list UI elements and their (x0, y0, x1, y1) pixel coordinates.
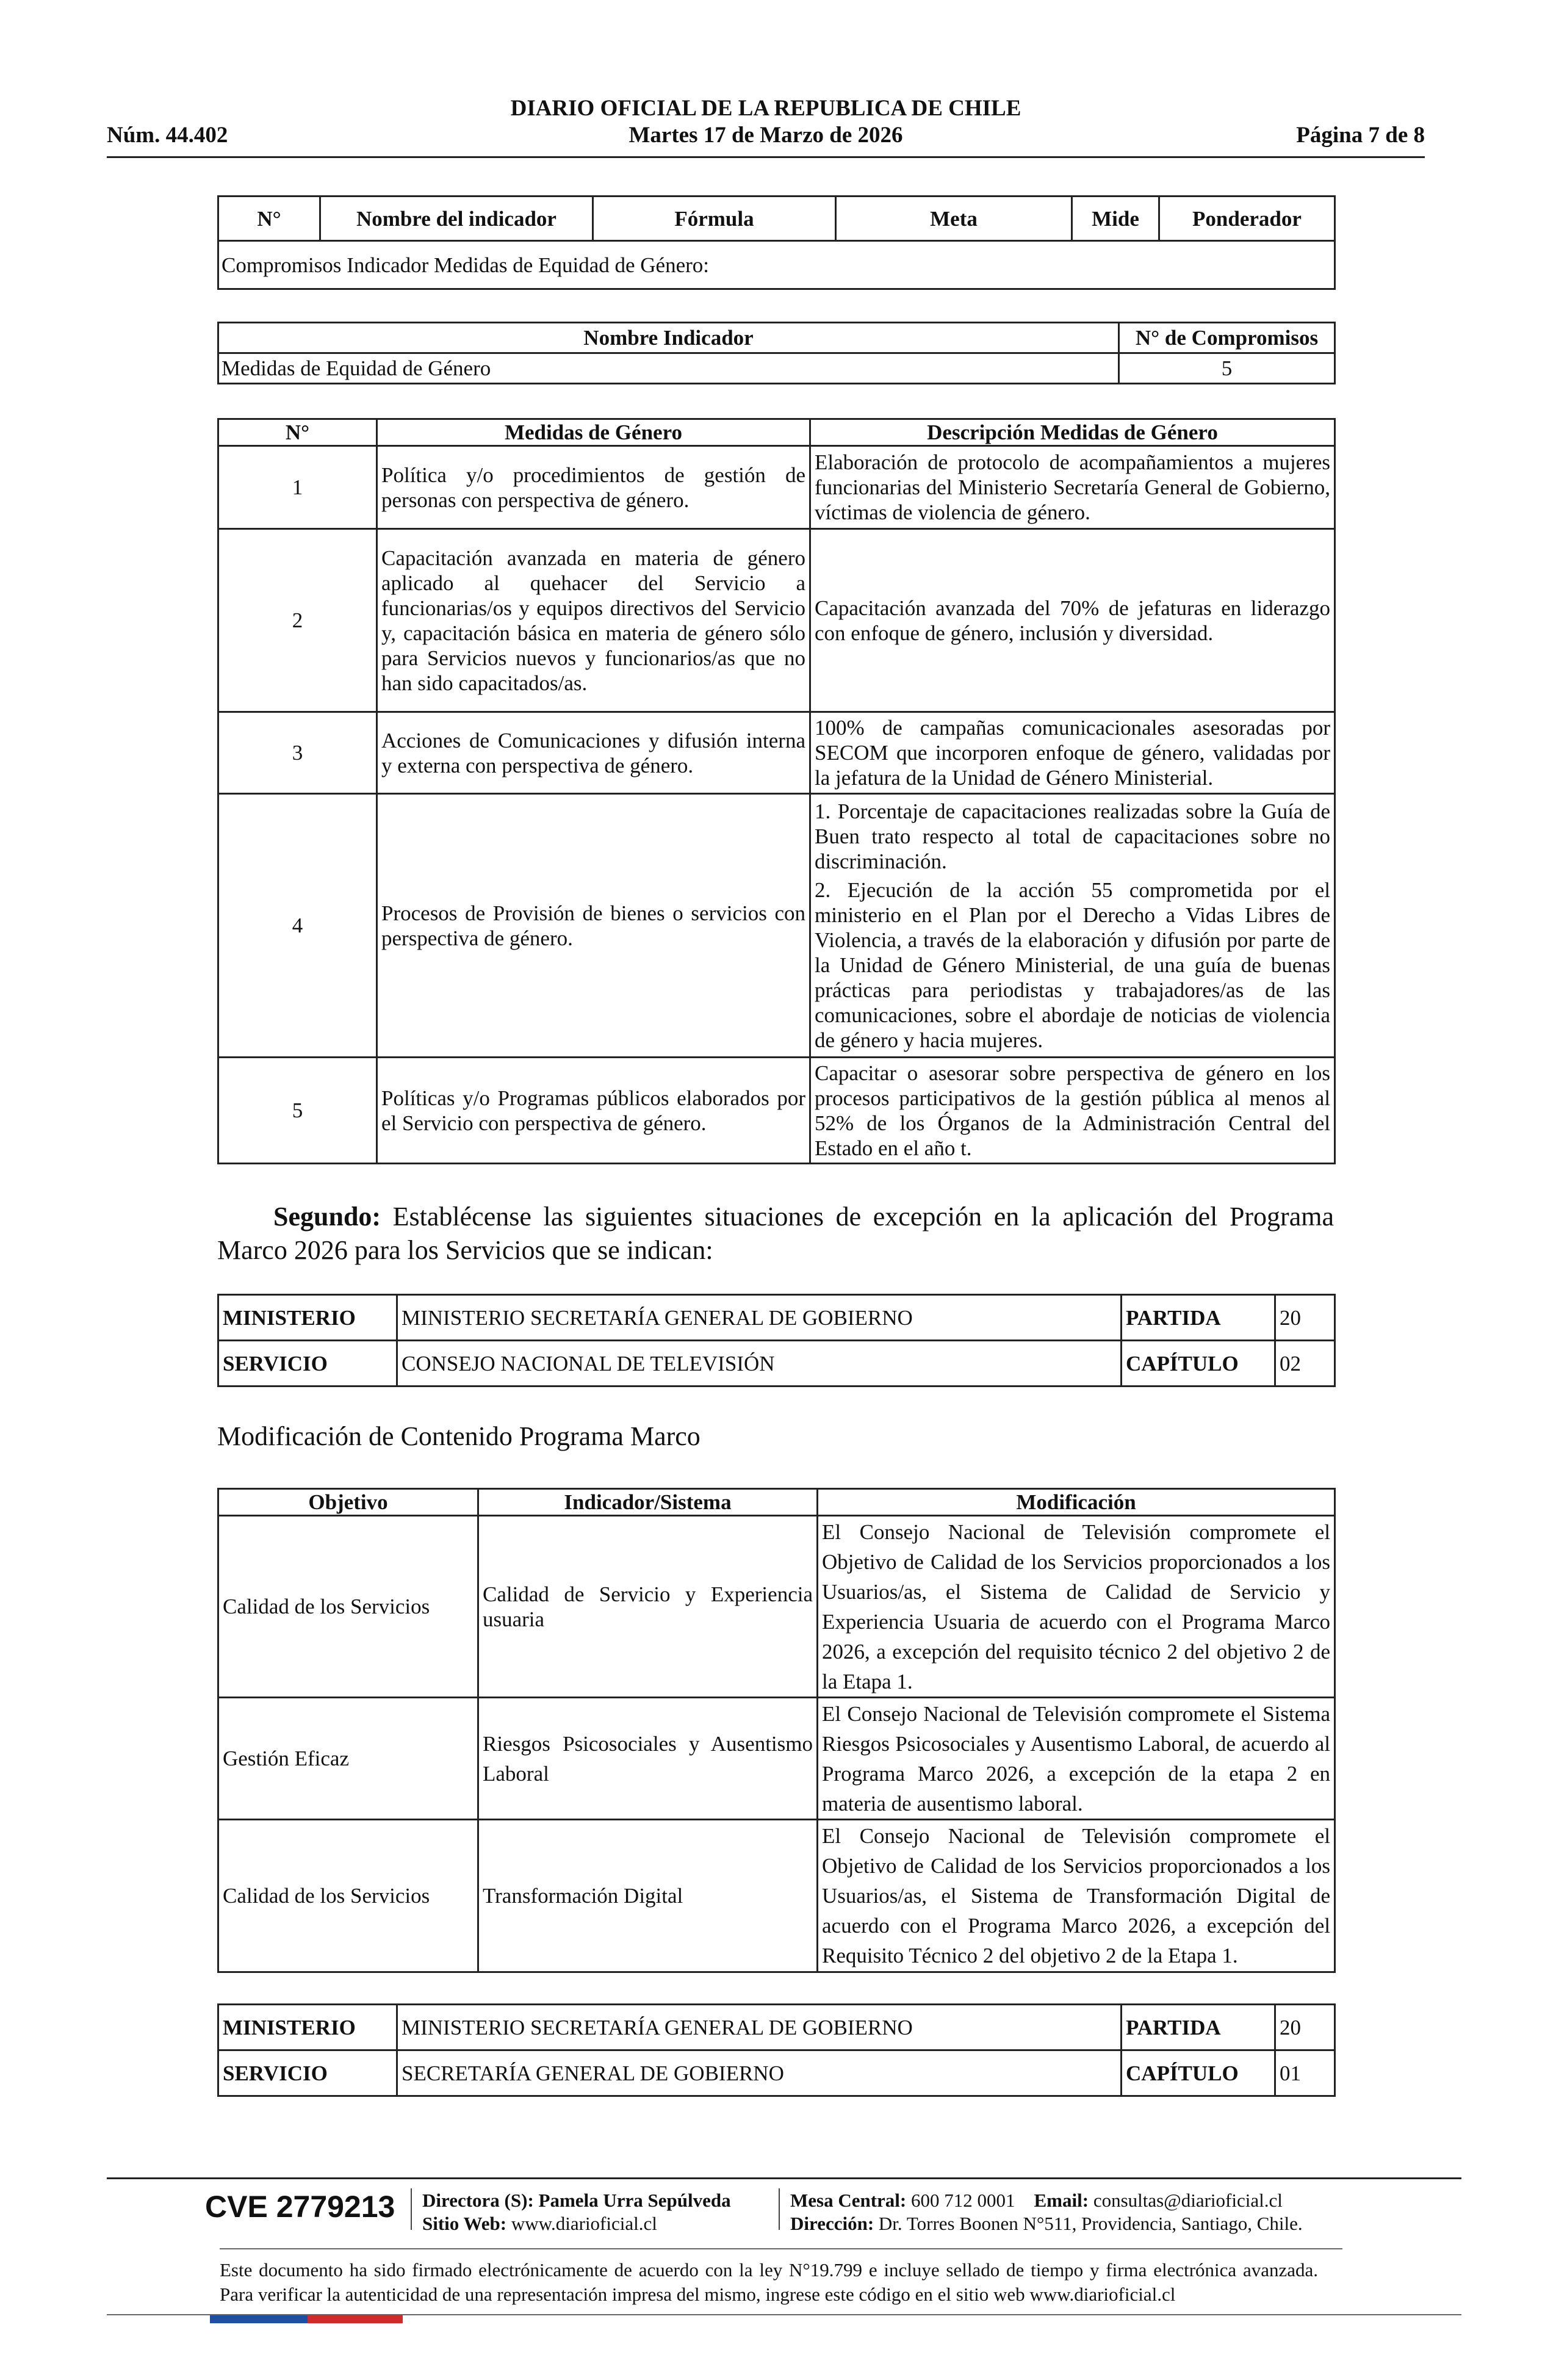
description-item: 1. Porcentaje de capacitaciones realizadas sobre la Guía de Buen trato respecto al total de capacitaciones sobre no discriminación. (815, 799, 1330, 873)
issue-number: Núm. 44.402 (107, 123, 228, 148)
description-text: 100% de campañas comunicacionales asesoradas por SECOM que incorporen enfoque de género, validadas por la jefatura de la Unidad de Género Ministerial. (810, 712, 1335, 794)
col-header-indicador: Indicador/Sistema (478, 1489, 818, 1516)
compromisos-label: Compromisos Indicador Medidas de Equidad de Género: (218, 241, 1335, 289)
modification-table (217, 1488, 1336, 1973)
col-header-n-compromisos: N° de Compromisos (1119, 323, 1335, 353)
measure-text: Acciones de Comunicaciones y difusión interna y externa con perspectiva de género. (377, 712, 810, 794)
capitulo-label: CAPÍTULO (1122, 2050, 1275, 2096)
mesa-phone: 600 712 0001 (911, 2190, 1015, 2211)
sitio-web-link[interactable]: www.diarioficial.cl (511, 2213, 657, 2234)
table-row (218, 1698, 1335, 1820)
description-cell (810, 794, 1335, 1058)
footer-divider (411, 2188, 412, 2230)
row-number: 3 (218, 712, 377, 794)
table-row (218, 529, 1335, 712)
segundo-text: Establécense las siguientes situaciones de excepción en la aplicación del Programa Marco 2026 para los Servicios que se indican: (217, 1202, 1334, 1265)
partida-label: PARTIDA (1122, 2005, 1275, 2050)
cve-code: CVE 2779213 (205, 2190, 395, 2224)
col-header-formula: Fórmula (593, 197, 836, 241)
description-item: 2. Ejecución de la acción 55 comprometida por el ministerio en el Plan por el Derecho a Vidas Libres de Violencia, a través de la elaboración y difusión por parte de la Unidad de Género Ministerial, de una guía de buenas prácticas para periodistas y trabajadores/as de las comunicaciones, sobre el abordaje de noticias de violencia de género y hacia mujeres. (815, 878, 1330, 1052)
row-number: 4 (218, 794, 377, 1058)
servicio-label: SERVICIO (218, 2050, 397, 2096)
col-header-objetivo: Objetivo (218, 1489, 478, 1516)
page-number: Página 7 de 8 (1296, 123, 1425, 148)
newspaper-title: DIARIO OFICIAL DE LA REPUBLICA DE CHILE (510, 96, 1021, 121)
direccion-value: Dr. Torres Boonen N°511, Providencia, Santiago, Chile. (878, 2213, 1303, 2234)
capitulo-value: 02 (1275, 1341, 1335, 1387)
service-block-2 (217, 2003, 1336, 2097)
footer-rule (107, 2177, 1461, 2179)
col-header-nombre-indicador: Nombre Indicador (218, 323, 1119, 353)
summary-compromisos-count: 5 (1119, 353, 1335, 384)
description-text: Capacitar o asesorar sobre perspectiva de género en los procesos participativos de la gestión pública al menos al 52% de los Órganos de la Administración Central del Estado en el año t. (810, 1058, 1335, 1164)
ministerio-value: MINISTERIO SECRETARÍA GENERAL DE GOBIERNO (397, 2005, 1122, 2050)
ministerio-label: MINISTERIO (218, 1295, 397, 1341)
summary-indicator-name: Medidas de Equidad de Género (218, 353, 1119, 384)
objetivo-text: Calidad de los Servicios (218, 1820, 478, 1972)
header-rule (107, 156, 1425, 158)
table-row (218, 1820, 1335, 1972)
modification-heading: Modificación de Contenido Programa Marco (217, 1421, 701, 1451)
ministerio-value: MINISTERIO SECRETARÍA GENERAL DE GOBIERNO (397, 1295, 1122, 1341)
gender-measures-table (217, 418, 1336, 1164)
modificacion-text: El Consejo Nacional de Televisión compromete el Objetivo de Calidad de los Servicios proporcionados a los Usuarios/as, el Sistema de Calidad de Servicio y Experiencia Usuaria de acuerdo con el Programa Marco 2026, a excepción del requisito técnico 2 del objetivo 2 de la Etapa 1. (818, 1516, 1335, 1698)
col-header-modificacion: Modificación (818, 1489, 1335, 1516)
description-text: Elaboración de protocolo de acompañamientos a mujeres funcionarias del Ministerio Secretaría General de Gobierno, víctimas de violencia de género. (810, 446, 1335, 529)
ministerio-label: MINISTERIO (218, 2005, 397, 2050)
footer-disclaimer: Este documento ha sido firmado electrónicamente de acuerdo con la ley N°19.799 e incluye sellado de tiempo y firma electrónica avanzada. Para verificar la autenticidad de una representación impresa del mismo, ingrese este código en el sitio web www.diarioficial.cl (220, 2259, 1318, 2305)
description-text: Capacitación avanzada del 70% de jefaturas en liderazgo con enfoque de género, inclusión y diversidad. (810, 529, 1335, 712)
modificacion-text: El Consejo Nacional de Televisión compromete el Objetivo de Calidad de los Servicios proporcionados a los Usuarios/as, el Sistema de Transformación Digital de acuerdo con el Programa Marco 2026, a excepción del Requisito Técnico 2 del objetivo 2 de la Etapa 1. (818, 1820, 1335, 1972)
table-row (218, 794, 1335, 1058)
row-number: 2 (218, 529, 377, 712)
row-number: 5 (218, 1058, 377, 1164)
service-block-1 (217, 1294, 1336, 1387)
indicador-text: Riesgos Psicosociales y Ausentismo Laboral (478, 1698, 818, 1820)
servicio-value: CONSEJO NACIONAL DE TELEVISIÓN (397, 1341, 1122, 1387)
indicador-text: Calidad de Servicio y Experiencia usuaria (478, 1516, 818, 1698)
flag-stripe-blue (210, 2315, 308, 2323)
capitulo-label: CAPÍTULO (1122, 1341, 1275, 1387)
partida-label: PARTIDA (1122, 1295, 1275, 1341)
footer-contact-right (790, 2189, 1303, 2235)
indicator-table (217, 195, 1336, 290)
sitio-label: Sitio Web: (422, 2213, 507, 2234)
col-header-n: N° (218, 419, 377, 446)
summary-table (217, 322, 1336, 384)
col-header-medidas: Medidas de Género (377, 419, 810, 446)
col-header-mide: Mide (1072, 197, 1159, 241)
indicador-text: Transformación Digital (478, 1820, 818, 1972)
mesa-label: Mesa Central: (790, 2190, 907, 2211)
footer-contact-left (422, 2189, 731, 2235)
servicio-value: SECRETARÍA GENERAL DE GOBIERNO (397, 2050, 1122, 2096)
objetivo-text: Calidad de los Servicios (218, 1516, 478, 1698)
servicio-label: SERVICIO (218, 1341, 397, 1387)
email-label: Email: (1034, 2190, 1089, 2211)
row-number: 1 (218, 446, 377, 529)
modificacion-text: El Consejo Nacional de Televisión compromete el Sistema Riesgos Psicosociales y Ausentismo Laboral, de acuerdo al Programa Marco 2026, a excepción de la etapa 2 en materia de ausentismo laboral. (818, 1698, 1335, 1820)
footer-divider (779, 2188, 780, 2230)
table-row (218, 446, 1335, 529)
table-row (218, 712, 1335, 794)
page-header (107, 95, 1425, 153)
table-row (218, 1516, 1335, 1698)
col-header-descripcion: Descripción Medidas de Género (810, 419, 1335, 446)
measure-text: Procesos de Provisión de bienes o servicios con perspectiva de género. (377, 794, 810, 1058)
directora-name: Pamela Urra Sepúlveda (538, 2190, 731, 2211)
col-header-meta: Meta (836, 197, 1072, 241)
measure-text: Política y/o procedimientos de gestión de personas con perspectiva de género. (377, 446, 810, 529)
measure-text: Políticas y/o Programas públicos elaborados por el Servicio con perspectiva de género. (377, 1058, 810, 1164)
table-row (218, 1058, 1335, 1164)
directora-label: Directora (S): (422, 2190, 534, 2211)
issue-date: Martes 17 de Marzo de 2026 (629, 123, 903, 148)
col-header-ponderador: Ponderador (1159, 197, 1335, 241)
col-header-nombre: Nombre del indicador (320, 197, 593, 241)
footer-thin-rule (220, 2248, 1342, 2249)
segundo-lead: Segundo: (273, 1202, 381, 1231)
flag-stripe-red (308, 2315, 403, 2323)
col-header-n: N° (218, 197, 320, 241)
segundo-paragraph (217, 1200, 1334, 1267)
email-link[interactable]: consultas@diarioficial.cl (1093, 2190, 1283, 2211)
capitulo-value: 01 (1275, 2050, 1335, 2096)
objetivo-text: Gestión Eficaz (218, 1698, 478, 1820)
direccion-label: Dirección: (790, 2213, 874, 2234)
partida-value: 20 (1275, 1295, 1335, 1341)
measure-text: Capacitación avanzada en materia de género aplicado al quehacer del Servicio a funcionarias/os y equipos directivos del Servicio y, capacitación básica en materia de género sólo para Servicios nuevos y funcionarios/as que no han sido capacitados/as. (377, 529, 810, 712)
partida-value: 20 (1275, 2005, 1335, 2050)
